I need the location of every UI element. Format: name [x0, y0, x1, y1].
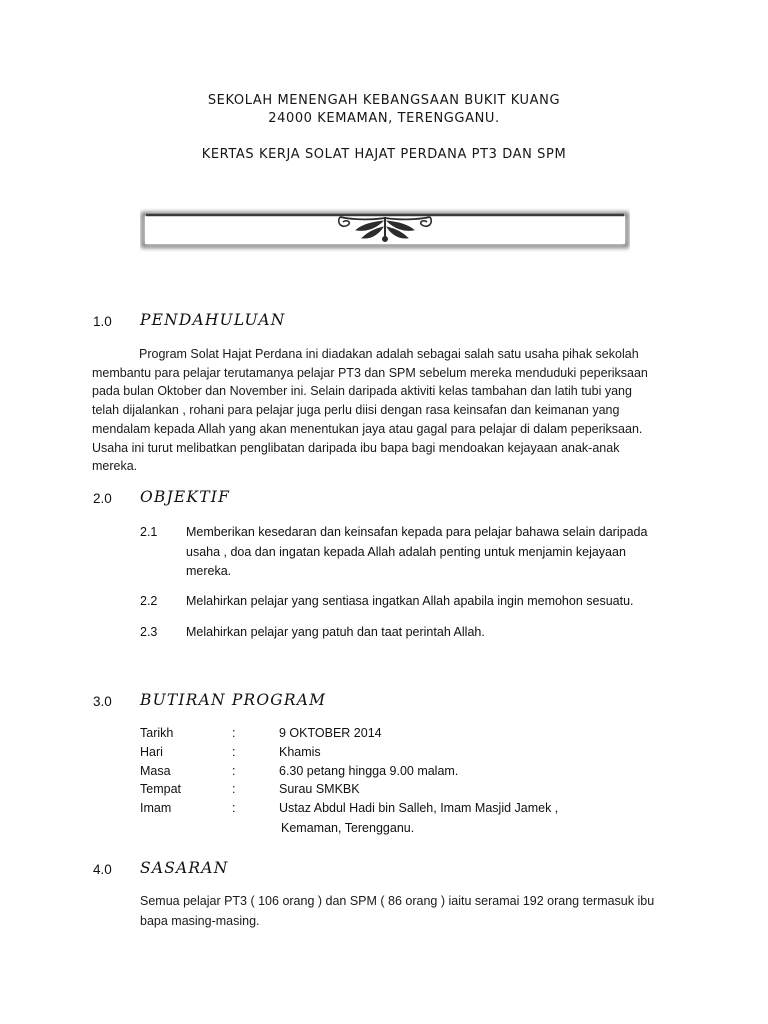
objective-text	[186, 592, 634, 612]
school-name: SEKOLAH MENENGAH KEBANGSAAN BUKIT KUANG	[207, 93, 561, 108]
section-title: PENDAHULUAN	[140, 311, 286, 329]
section-number: 1.0	[93, 314, 112, 329]
detail-value: 9 OKTOBER 2014	[279, 726, 382, 740]
paragraph-line: Usaha ini turut melibatkan penglibatan daripada ibu bapa bagi mendoakan kejayaan anak-anak	[92, 440, 620, 455]
objective-line: Memberikan kesedaran dan keinsafan kepada para pelajar bahawa selain daripada	[186, 525, 648, 539]
objective-text	[186, 523, 647, 582]
objective-number: 2.1	[140, 525, 158, 539]
section-number: 3.0	[93, 694, 112, 709]
objective-line: Melahirkan pelajar yang patuh dan taat perintah Allah.	[186, 625, 485, 639]
detail-label: Tarikh	[140, 726, 174, 740]
objective-number: 2.3	[140, 625, 158, 639]
document-title: KERTAS KERJA SOLAT HAJAT PERDANA PT3 DAN SPM	[201, 147, 567, 162]
detail-label: Hari	[140, 745, 163, 759]
detail-value: Ustaz Abdul Hadi bin Salleh, Imam Masjid Jamek ,	[279, 801, 559, 815]
detail-value: Khamis	[279, 745, 321, 759]
detail-separator: :	[232, 745, 236, 759]
objective-line: usaha , doa dan ingatan kepada Allah adalah penting untuk menjamin kejayaan	[186, 544, 626, 559]
intro-paragraph	[92, 345, 648, 476]
paragraph-line: mendalam kepada Allah yang akan menentukan jaya atau gagal para pelajar di dalam peperiksaan.	[92, 421, 643, 436]
detail-value: 6.30 petang hingga 9.00 malam.	[279, 764, 459, 778]
detail-label: Masa	[140, 764, 171, 778]
ornament-divider-icon	[140, 208, 630, 252]
detail-separator: :	[232, 764, 236, 778]
section-title: BUTIRAN PROGRAM	[140, 691, 327, 709]
section-number: 2.0	[93, 491, 112, 506]
detail-separator: :	[232, 726, 236, 740]
section-title: OBJEKTIF	[140, 488, 231, 506]
detail-separator: :	[232, 782, 236, 796]
school-address: 24000 KEMAMAN, TERENGGANU.	[268, 111, 500, 126]
detail-separator: :	[232, 801, 236, 815]
paragraph-line: membantu para pelajar terutamanya pelajar PT3 dan SPM sebelum mereka menduduki peperiksaan	[92, 365, 648, 380]
target-paragraph	[140, 892, 654, 931]
detail-label: Imam	[140, 801, 172, 815]
detail-value: Surau SMKBK	[279, 782, 360, 796]
section-number: 4.0	[93, 862, 112, 877]
objective-line: Melahirkan pelajar yang sentiasa ingatkan Allah apabila ingin memohon sesuatu.	[186, 594, 634, 608]
paragraph-line: Program Solat Hajat Perdana ini diadakan adalah sebagai salah satu usaha pihak sekolah	[139, 347, 639, 361]
objective-line: mereka.	[186, 564, 232, 578]
detail-value-continuation: Kemaman, Terengganu.	[281, 821, 415, 835]
paragraph-line: mereka.	[92, 459, 138, 474]
paragraph-line: bapa masing-masing.	[140, 913, 260, 928]
detail-label: Tempat	[140, 782, 181, 796]
paragraph-line: telah dijalankan , rohani para pelajar juga perlu diisi dengan rasa keinsafan dan keimanan yang	[92, 403, 620, 418]
paragraph-line: pada bulan Oktober dan November ini. Selain daripada aktiviti kelas tambahan dan latih tubi yang	[92, 384, 632, 399]
objective-number: 2.2	[140, 594, 158, 608]
objective-text	[186, 623, 485, 643]
paragraph-line: Semua pelajar PT3 ( 106 orang ) dan SPM ( 86 orang ) iaitu seramai 192 orang termasuk ibu	[140, 894, 655, 908]
section-title: SASARAN	[140, 859, 229, 877]
